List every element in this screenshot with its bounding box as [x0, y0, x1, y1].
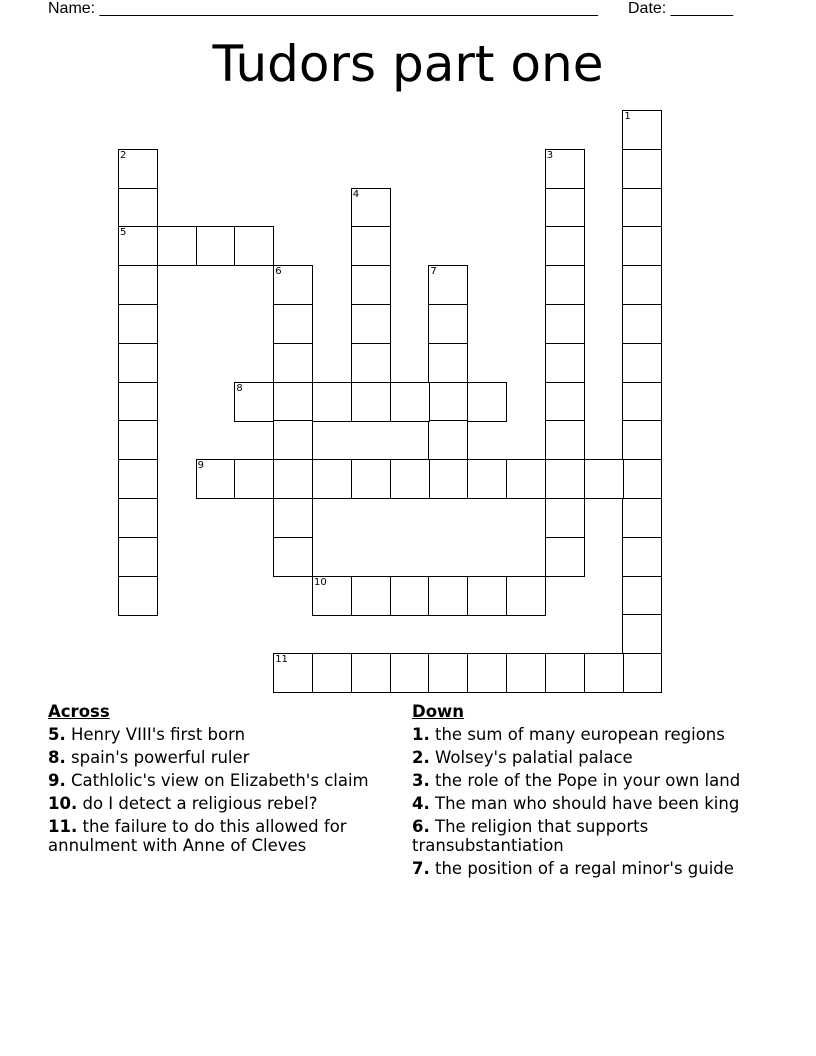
- clue-across-5: [48, 725, 383, 744]
- clue-down-7: [412, 859, 762, 878]
- crossword-cell[interactable]: [273, 459, 313, 499]
- crossword-cell[interactable]: [545, 459, 585, 499]
- clue-number: 7.: [412, 859, 430, 878]
- crossword-cell[interactable]: [622, 576, 662, 616]
- crossword-cell[interactable]: [273, 498, 313, 538]
- crossword-cell[interactable]: [467, 459, 507, 499]
- clue-text: The man who should have been king: [435, 794, 740, 813]
- clue-number: 4.: [412, 794, 430, 813]
- crossword-cell[interactable]: [273, 265, 313, 305]
- clue-number: 3.: [412, 771, 430, 790]
- crossword-cell[interactable]: [467, 382, 507, 422]
- clue-down-2: [412, 748, 762, 767]
- crossword-cell[interactable]: [118, 420, 158, 460]
- cell-number: 4: [352, 188, 360, 200]
- crossword-cell[interactable]: [351, 576, 391, 616]
- crossword-cell[interactable]: [351, 304, 391, 344]
- crossword-cell[interactable]: [428, 420, 468, 460]
- crossword-cell[interactable]: [545, 653, 585, 693]
- clue-down-3: [412, 771, 762, 790]
- crossword-cell[interactable]: [545, 343, 585, 383]
- crossword-cell[interactable]: [312, 653, 352, 693]
- clue-down-6: [412, 817, 762, 855]
- crossword-cell[interactable]: [312, 459, 352, 499]
- crossword-cell[interactable]: [118, 188, 158, 228]
- crossword-cell[interactable]: [118, 343, 158, 383]
- crossword-cell[interactable]: [545, 226, 585, 266]
- crossword-cell[interactable]: [428, 382, 468, 422]
- clue-text: The religion that supports transubstantiation: [412, 817, 649, 855]
- crossword-cell[interactable]: [506, 459, 546, 499]
- name-field-label[interactable]: Name: ________________________________________________________: [48, 0, 598, 17]
- clue-number: 6.: [412, 817, 430, 836]
- crossword-cell[interactable]: [118, 382, 158, 422]
- crossword-cell[interactable]: [428, 304, 468, 344]
- clue-number: 8.: [48, 748, 66, 767]
- date-field-label[interactable]: Date: _______: [628, 0, 733, 17]
- clue-number: 11.: [48, 817, 78, 836]
- crossword-cell[interactable]: [312, 382, 352, 422]
- clue-text: spain's powerful ruler: [71, 748, 250, 767]
- clue-number: 10.: [48, 794, 78, 813]
- crossword-cell[interactable]: [234, 459, 274, 499]
- crossword-cell[interactable]: [545, 304, 585, 344]
- crossword-cell[interactable]: [622, 498, 662, 538]
- clue-text: the sum of many european regions: [435, 725, 725, 744]
- crossword-cell[interactable]: [428, 576, 468, 616]
- crossword-cell[interactable]: [622, 653, 662, 693]
- clue-down-4: [412, 794, 762, 813]
- clue-across-9: [48, 771, 383, 790]
- crossword-cell[interactable]: [118, 498, 158, 538]
- crossword-cell[interactable]: [234, 226, 274, 266]
- crossword-cell[interactable]: [622, 537, 662, 577]
- crossword-cell[interactable]: [118, 537, 158, 577]
- crossword-cell[interactable]: [390, 653, 430, 693]
- crossword-cell[interactable]: [428, 653, 468, 693]
- cell-number: 2: [120, 149, 127, 161]
- crossword-cell[interactable]: [312, 576, 352, 616]
- crossword-cell[interactable]: [506, 576, 546, 616]
- crossword-cell[interactable]: [622, 265, 662, 305]
- clue-text: Cathlolic's view on Elizabeth's claim: [71, 771, 369, 790]
- crossword-cell[interactable]: [545, 149, 585, 189]
- clue-text: Henry VIII's first born: [71, 725, 246, 744]
- crossword-cell[interactable]: [545, 420, 585, 460]
- across-heading: Across: [48, 702, 110, 721]
- crossword-cell[interactable]: [351, 188, 391, 228]
- crossword-cell[interactable]: [545, 188, 585, 228]
- clue-across-10: [48, 794, 383, 813]
- crossword-cell[interactable]: [622, 420, 662, 460]
- crossword-cell[interactable]: [118, 459, 158, 499]
- crossword-cell[interactable]: [351, 226, 391, 266]
- crossword-cell[interactable]: [622, 343, 662, 383]
- cell-number: 1: [624, 111, 631, 122]
- clue-text: Wolsey's palatial palace: [435, 748, 633, 767]
- crossword-cell[interactable]: [390, 576, 430, 616]
- crossword-cell[interactable]: [118, 304, 158, 344]
- crossword-cell[interactable]: [157, 226, 197, 266]
- down-clues: [412, 702, 762, 882]
- cell-number: 7: [430, 266, 437, 278]
- crossword-cell[interactable]: [351, 382, 391, 422]
- cell-number: 10: [314, 576, 327, 588]
- crossword-cell[interactable]: [584, 653, 624, 693]
- crossword-cell[interactable]: [622, 226, 662, 266]
- crossword-cell[interactable]: [467, 653, 507, 693]
- crossword-cell[interactable]: [622, 614, 662, 654]
- crossword-cell[interactable]: [273, 420, 313, 460]
- crossword-cell[interactable]: [351, 653, 391, 693]
- crossword-cell[interactable]: [428, 265, 468, 305]
- crossword-cell[interactable]: [545, 382, 585, 422]
- clue-text: the role of the Pope in your own land: [435, 771, 741, 790]
- crossword-cell[interactable]: [622, 188, 662, 228]
- cell-number: 5: [120, 227, 127, 239]
- crossword-cell[interactable]: [273, 653, 313, 693]
- clue-number: 2.: [412, 748, 430, 767]
- page-title: Tudors part one: [212, 35, 604, 93]
- crossword-cell[interactable]: [545, 498, 585, 538]
- crossword-cell[interactable]: [506, 653, 546, 693]
- crossword-cell[interactable]: [622, 459, 662, 499]
- crossword-cell[interactable]: [234, 382, 274, 422]
- crossword-cell[interactable]: [622, 110, 662, 150]
- crossword-cell[interactable]: [622, 382, 662, 422]
- cell-number: 11: [275, 654, 288, 666]
- crossword-cell[interactable]: [118, 226, 158, 266]
- clue-text: the failure to do this allowed for annulment with Anne of Cleves: [48, 817, 347, 855]
- cell-number: 8: [236, 382, 243, 394]
- down-heading: Down: [412, 702, 465, 721]
- clue-down-1: [412, 725, 762, 744]
- clue-text: do I detect a religious rebel?: [82, 794, 318, 813]
- crossword-cell[interactable]: [118, 149, 158, 189]
- crossword-cell[interactable]: [467, 576, 507, 616]
- crossword-cell[interactable]: [273, 537, 313, 577]
- crossword-cell[interactable]: [351, 459, 391, 499]
- clue-number: 1.: [412, 725, 430, 744]
- crossword-cell[interactable]: [118, 265, 158, 305]
- clue-across-11: [48, 817, 383, 855]
- clue-text: the position of a regal minor's guide: [435, 859, 734, 878]
- across-clues: [48, 702, 383, 859]
- crossword-cell[interactable]: [428, 343, 468, 383]
- crossword-cell[interactable]: [545, 265, 585, 305]
- crossword-cell[interactable]: [118, 576, 158, 616]
- cell-number: 6: [275, 266, 282, 278]
- crossword-cell[interactable]: [273, 382, 313, 422]
- crossword-cell[interactable]: [622, 149, 662, 189]
- cell-number: 3: [546, 149, 554, 161]
- crossword-cell[interactable]: [351, 265, 391, 305]
- crossword-cell[interactable]: [273, 304, 313, 344]
- crossword-cell[interactable]: [390, 459, 430, 499]
- clue-across-8: [48, 748, 383, 767]
- crossword-cell[interactable]: [584, 459, 624, 499]
- clue-number: 9.: [48, 771, 66, 790]
- crossword-cell[interactable]: [545, 537, 585, 577]
- clue-number: 5.: [48, 725, 66, 744]
- crossword-cell[interactable]: [390, 382, 430, 422]
- crossword-cell[interactable]: [428, 459, 468, 499]
- crossword-cell[interactable]: [351, 343, 391, 383]
- crossword-cell[interactable]: [273, 343, 313, 383]
- crossword-cell[interactable]: [196, 459, 236, 499]
- cell-number: 9: [197, 460, 204, 472]
- crossword-cell[interactable]: [196, 226, 236, 266]
- crossword-cell[interactable]: [622, 304, 662, 344]
